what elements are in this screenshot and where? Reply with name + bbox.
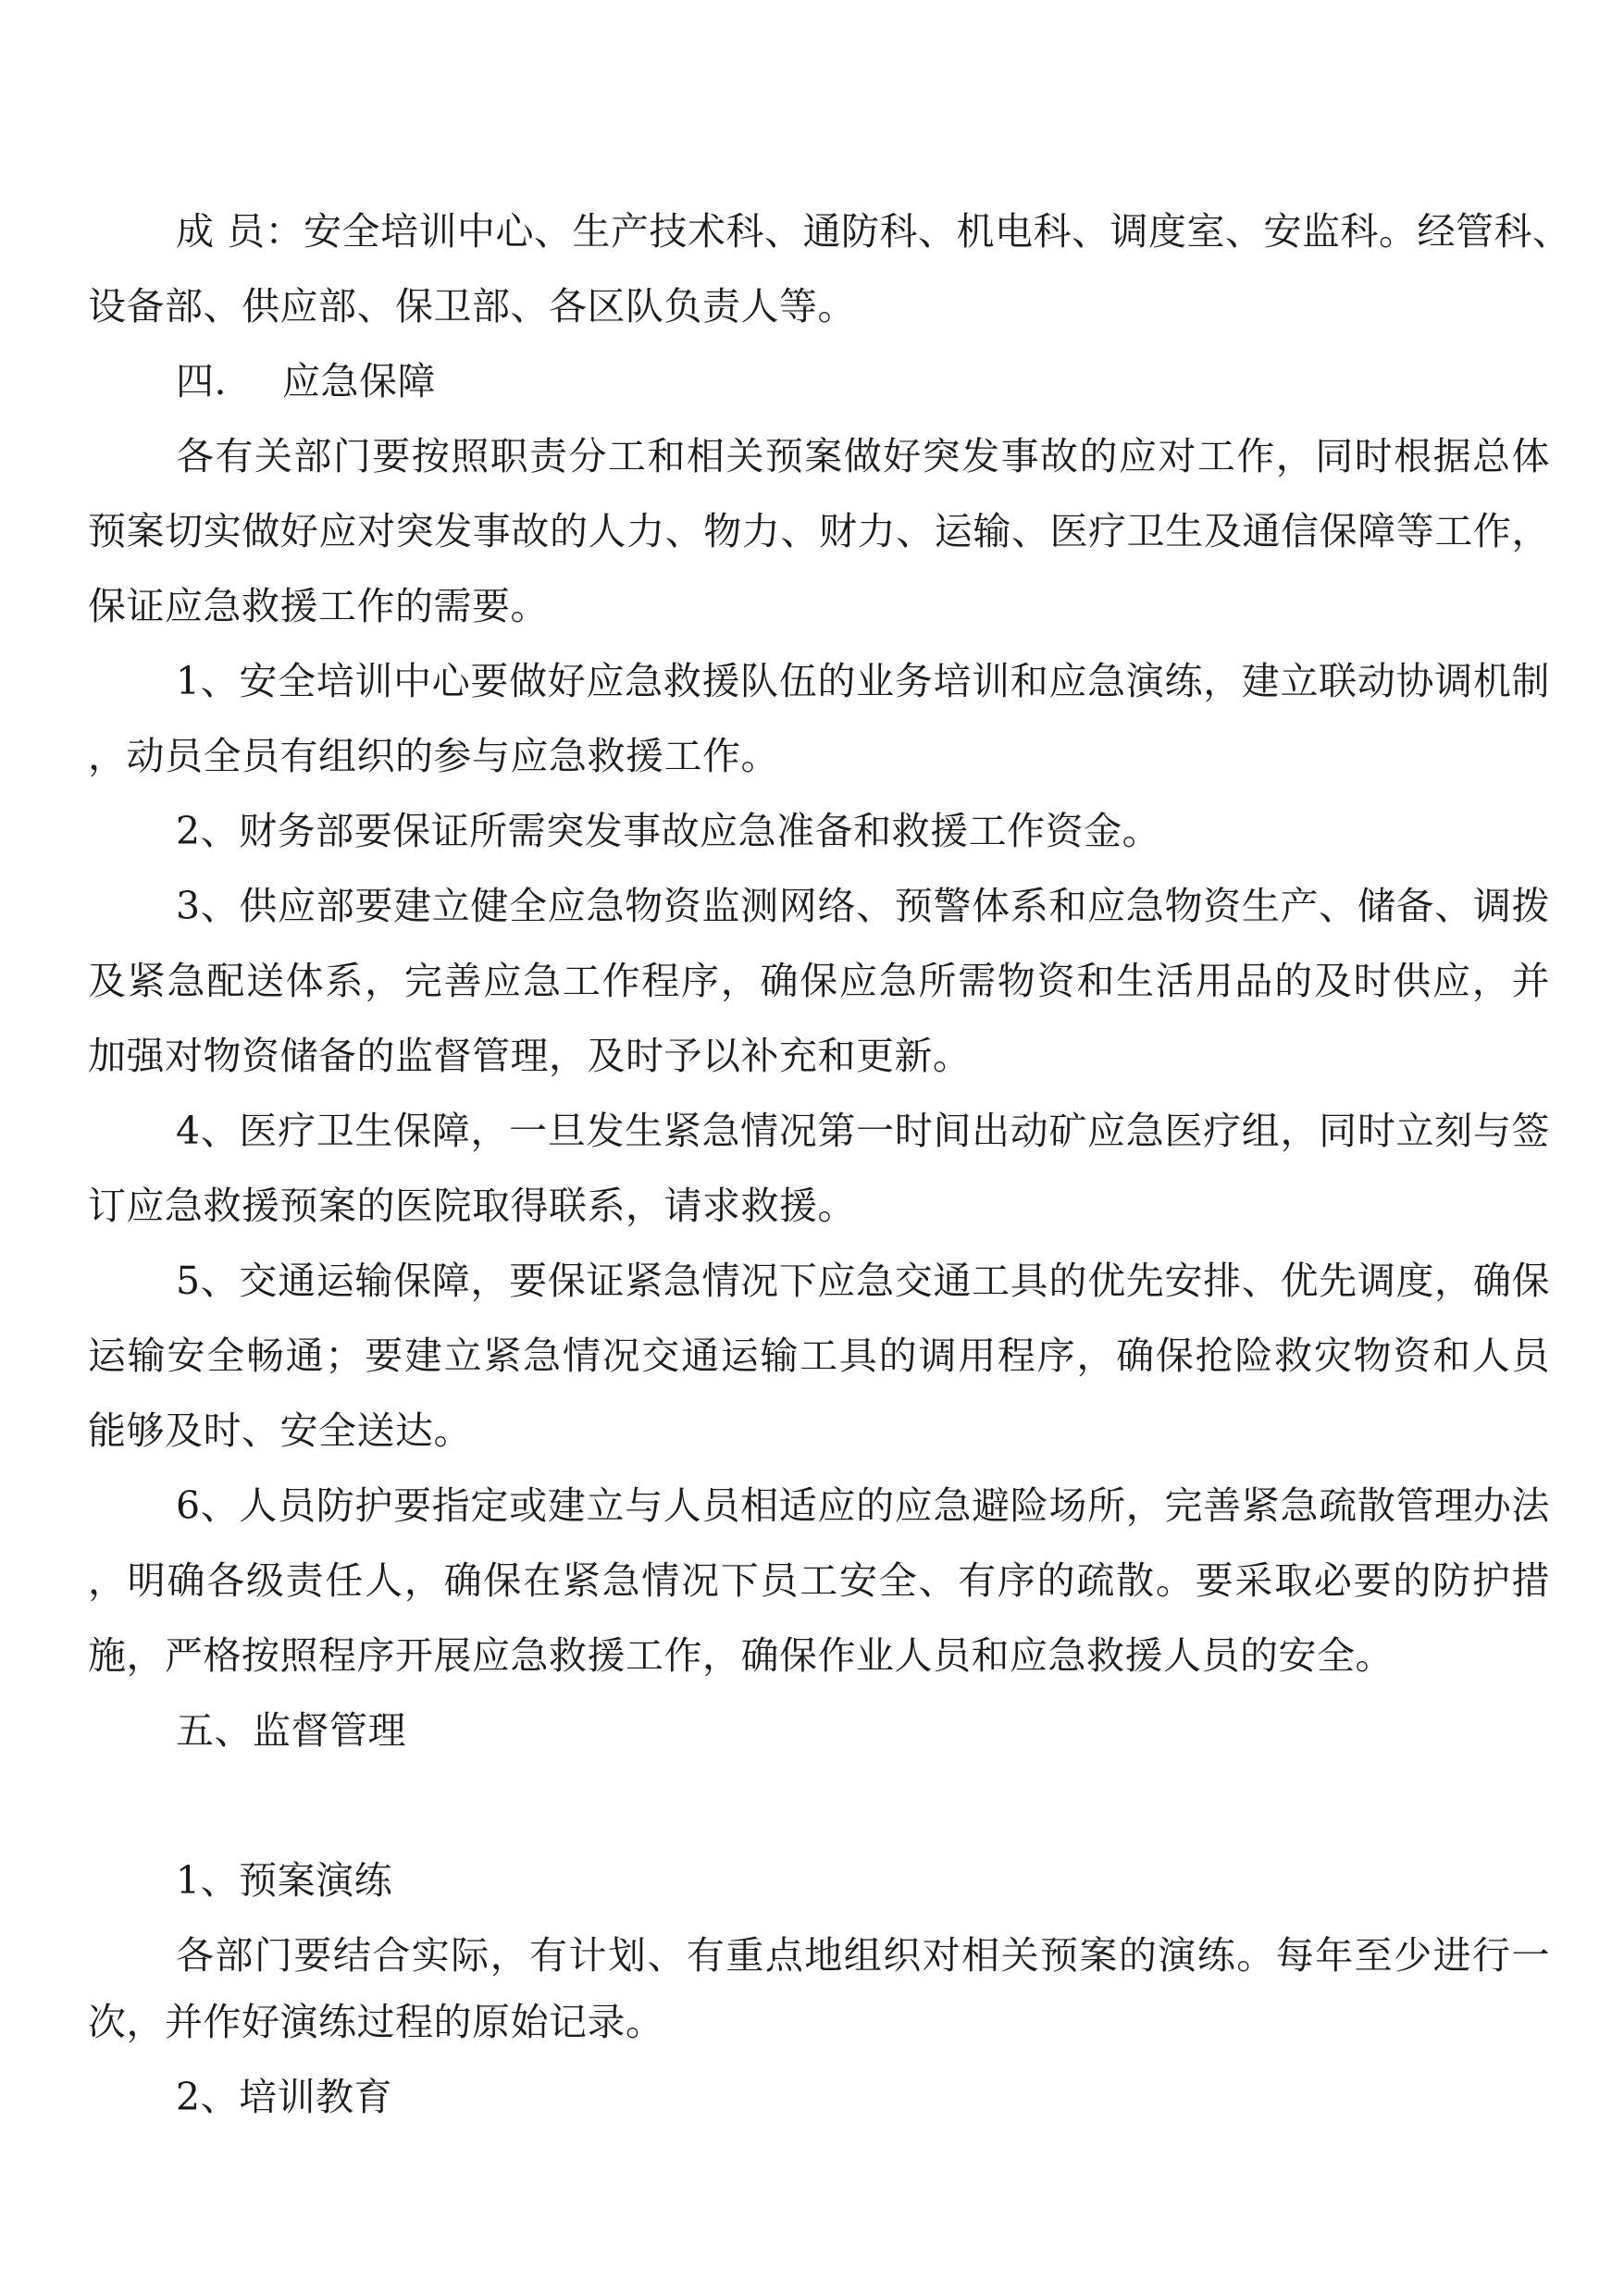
section-title: 应急保障 [282, 359, 437, 403]
text-line: 2、财务部要保证所需突发事故应急准备和救援工作资金。 [176, 809, 1161, 853]
text-line: ，动员全员有组织的参与应急救援工作。 [88, 734, 779, 778]
text-line: ，明确各级责任人，确保在紧急情况下员工安全、有序的疏散。要采取必要的防护措 [88, 1558, 1550, 1603]
text-line: 各有关部门要按照职责分工和相关预案做好突发事故的应对工作，同时根据总体 [176, 434, 1550, 478]
text-line: 及紧急配送体系，完善应急工作程序，确保应急所需物资和生活用品的及时供应，并 [88, 959, 1550, 1003]
subsection-heading: 1、预案演练 [176, 1858, 393, 1903]
text-line: 能够及时、安全送达。 [88, 1408, 472, 1453]
text-line: 加强对物资储备的监督管理，及时予以补充和更新。 [88, 1034, 972, 1078]
text-line: 成 员：安全培训中心、生产技术科、通防科、机电科、调度室、安监科。经管科、 [176, 209, 1571, 254]
text-line: 1、安全培训中心要做好应急救援队伍的业务培训和应急演练，建立联动协调机制 [176, 659, 1550, 703]
text-line: 设备部、供应部、保卫部、各区队负责人等。 [88, 284, 856, 329]
section-heading [176, 355, 1550, 407]
section-heading: 五、监督管理 [176, 1708, 406, 1753]
text-line: 各部门要结合实际，有计划、有重点地组织对相关预案的演练。每年至少进行一 [176, 1933, 1550, 1978]
text-line: 3、供应部要建立健全应急物资监测网络、预警体系和应急物资生产、储备、调拨 [176, 884, 1550, 928]
section-number: 四. [176, 359, 228, 403]
text-line: 预案切实做好应对突发事故的人力、物力、财力、运输、医疗卫生及通信保障等工作， [88, 509, 1550, 553]
text-line: 5、交通运输保障，要保证紧急情况下应急交通工具的优先安排、优先调度，确保 [176, 1259, 1550, 1303]
text-line: 保证应急救援工作的需要。 [88, 584, 549, 628]
text-line: 订应急救援预案的医院取得联系，请求救援。 [88, 1184, 856, 1228]
text-line: 次，并作好演练过程的原始记录。 [88, 2000, 664, 2044]
text-line: 4、医疗卫生保障，一旦发生紧急情况第一时间出动矿应急医疗组，同时立刻与签 [176, 1109, 1550, 1153]
text-line: 6、人员防护要指定或建立与人员相适应的应急避险场所，完善紧急疏散管理办法 [176, 1483, 1550, 1528]
text-line: 运输安全畅通；要建立紧急情况交通运输工具的调用程序，确保抢险救灾物资和人员 [88, 1334, 1550, 1378]
subsection-heading: 2、培训教育 [176, 2075, 393, 2119]
text-line: 施，严格按照程序开展应急救援工作，确保作业人员和应急救援人员的安全。 [88, 1633, 1394, 1678]
